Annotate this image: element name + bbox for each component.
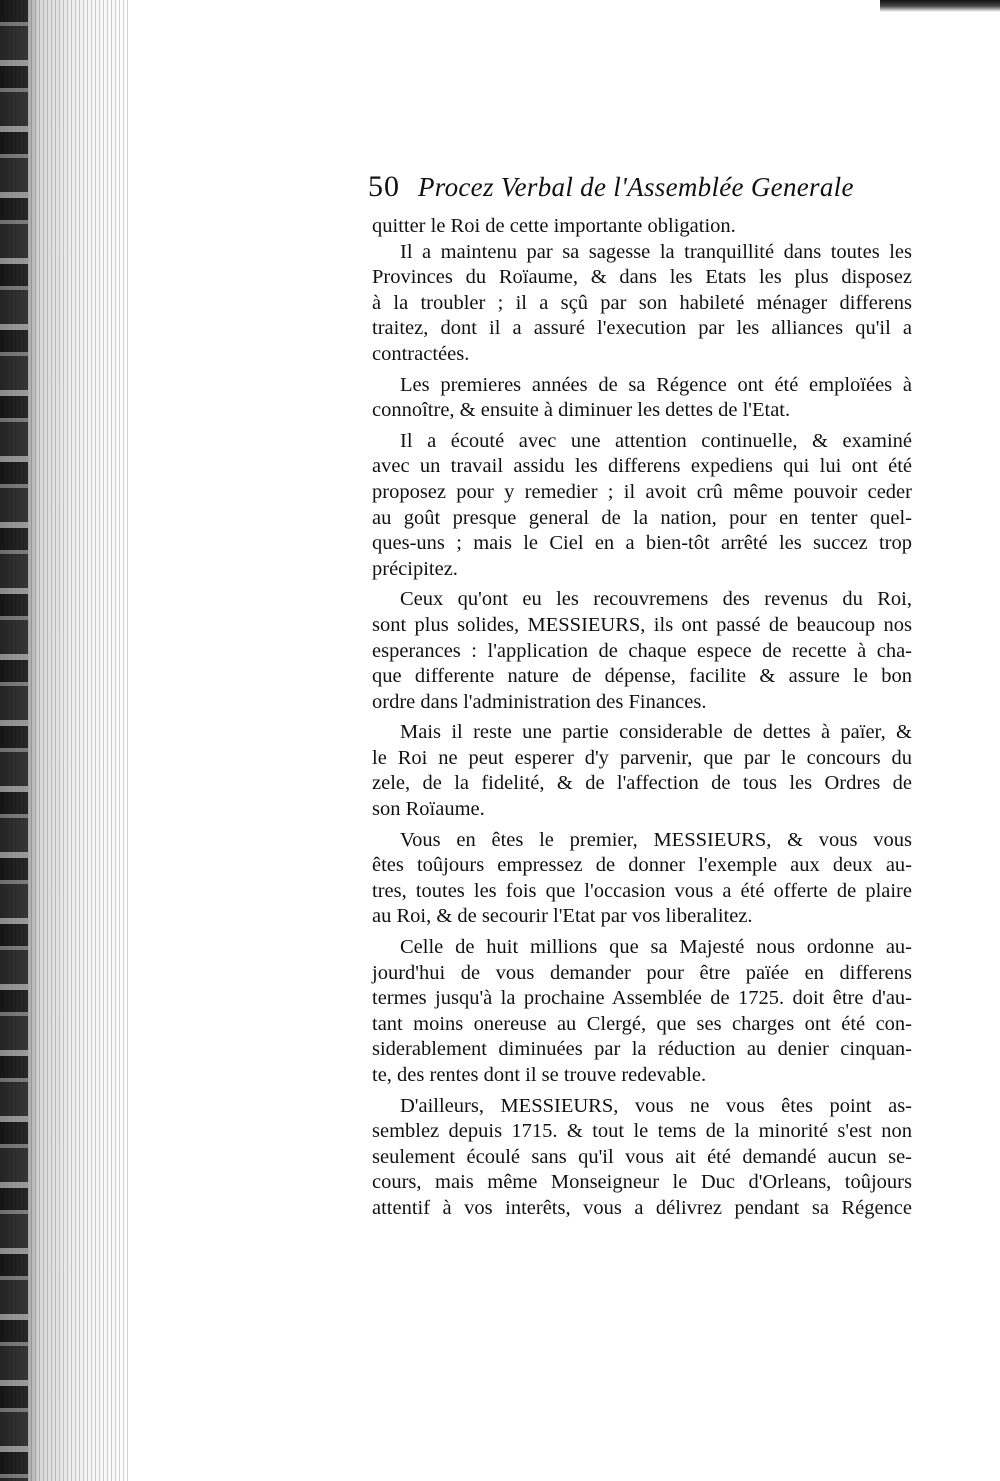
text-line: semblez depuis 1715. & tout le tems de la minorité s'est non: [372, 1120, 912, 1143]
text-line: Celle de huit millions que sa Majesté nous ordonne au-: [400, 936, 912, 959]
text-line: te, des rentes dont il se trouve redevable.: [372, 1064, 707, 1086]
paragraph-2: [372, 240, 912, 368]
text-line: zele, de la fidelité, & de l'affection de tous les Ordres de: [372, 772, 912, 795]
running-title: Procez Verbal de l'Assemblée Generale: [418, 172, 854, 202]
paragraph-8: [372, 935, 912, 1089]
paragraph-5: [372, 587, 912, 715]
text-line: Mais il reste une partie considerable de dettes à païer, &: [400, 721, 912, 744]
paragraph-1: [372, 214, 912, 240]
page-number: 50: [368, 170, 400, 203]
text-line: au Roi, & de secourir l'Etat par vos liberalitez.: [372, 905, 753, 928]
text-line: tant moins onereuse au Clergé, que ses charges ont été con-: [372, 1012, 912, 1035]
text-line: siderablement diminuées par la réduction au denier cinquan-: [372, 1038, 912, 1061]
text-line: Ceux qu'ont eu les recouvremens des revenus du Roi,: [400, 588, 912, 611]
paragraph-3: [372, 373, 912, 424]
text-line: connoître, & ensuite à diminuer les dettes de l'Etat.: [372, 399, 791, 422]
text-line: êtes toûjours empressez de donner l'exemple aux deux au-: [372, 854, 912, 877]
text-line: quitter le Roi de cette importante obligation.: [372, 215, 736, 237]
text-line: Les premieres années de sa Régence ont été emploïées à: [400, 373, 912, 396]
page-edge-shadow: [880, 0, 1000, 12]
text-line: termes jusqu'à la prochaine Assemblée de 1725. doit être d'au-: [372, 987, 912, 1010]
text-line: ordre dans l'administration des Finances.: [372, 690, 707, 713]
text-line: avec un travail assidu les differens expediens qui lui ont été: [372, 455, 912, 478]
text-line: contractées.: [372, 342, 470, 365]
text-line: sont plus solides, MESSIEURS, ils ont passé de beaucoup nos: [372, 613, 912, 636]
text-line: esperances : l'application de chaque espece de recette à cha-: [372, 639, 912, 662]
text-line: attentif à vos interêts, vous a délivrez pendant sa Régence: [372, 1196, 912, 1219]
text-line: tres, toutes les fois que l'occasion vous a été offerte de plaire: [372, 879, 912, 902]
text-line: à la troubler ; il a sçû par son habileté ménager differens: [372, 291, 912, 314]
text-line: Vous en êtes le premier, MESSIEURS, & vous vous: [400, 828, 912, 851]
text-line: Il a maintenu par sa sagesse la tranquillité dans toutes les: [400, 240, 912, 263]
scanned-binding-edge: [0, 0, 130, 1481]
text-line: le Roi ne peut esperer d'y parvenir, que par le concours du: [372, 746, 912, 769]
running-head: [368, 170, 912, 210]
text-line: traitez, dont il a assuré l'execution par les alliances qu'il a: [372, 317, 912, 340]
text-line: cours, mais même Monseigneur le Duc d'Orleans, toûjours: [372, 1171, 912, 1194]
text-line: que differente nature de dépense, facilite & assure le bon: [372, 665, 912, 688]
text-line: précipitez.: [372, 557, 458, 580]
text-line: D'ailleurs, MESSIEURS, vous ne vous êtes point as-: [400, 1094, 912, 1117]
page-text-block: [368, 170, 912, 1222]
text-line: ques-uns ; mais le Ciel en a bien-tôt arrêté les succez trop: [372, 532, 912, 555]
text-line: Provinces du Roïaume, & dans les Etats les plus disposez: [372, 266, 912, 289]
paragraph-7: [372, 828, 912, 930]
paragraph-6: [372, 720, 912, 822]
text-line: seulement écoulé sans qu'il vous ait été demandé aucun se-: [372, 1145, 912, 1168]
text-line: au goût presque general de la nation, pour en tenter quel-: [372, 506, 912, 529]
paragraph-4: [372, 429, 912, 583]
text-line: jourd'hui de vous demander pour être païée en differens: [372, 961, 912, 984]
text-line: proposez pour y remedier ; il avoit crû même pouvoir ceder: [372, 480, 912, 503]
text-line: Il a écouté avec une attention continuelle, & examiné: [400, 429, 912, 452]
paragraph-9: [372, 1094, 912, 1222]
text-line: son Roïaume.: [372, 798, 485, 821]
book-spine-shadow: [0, 0, 28, 1481]
